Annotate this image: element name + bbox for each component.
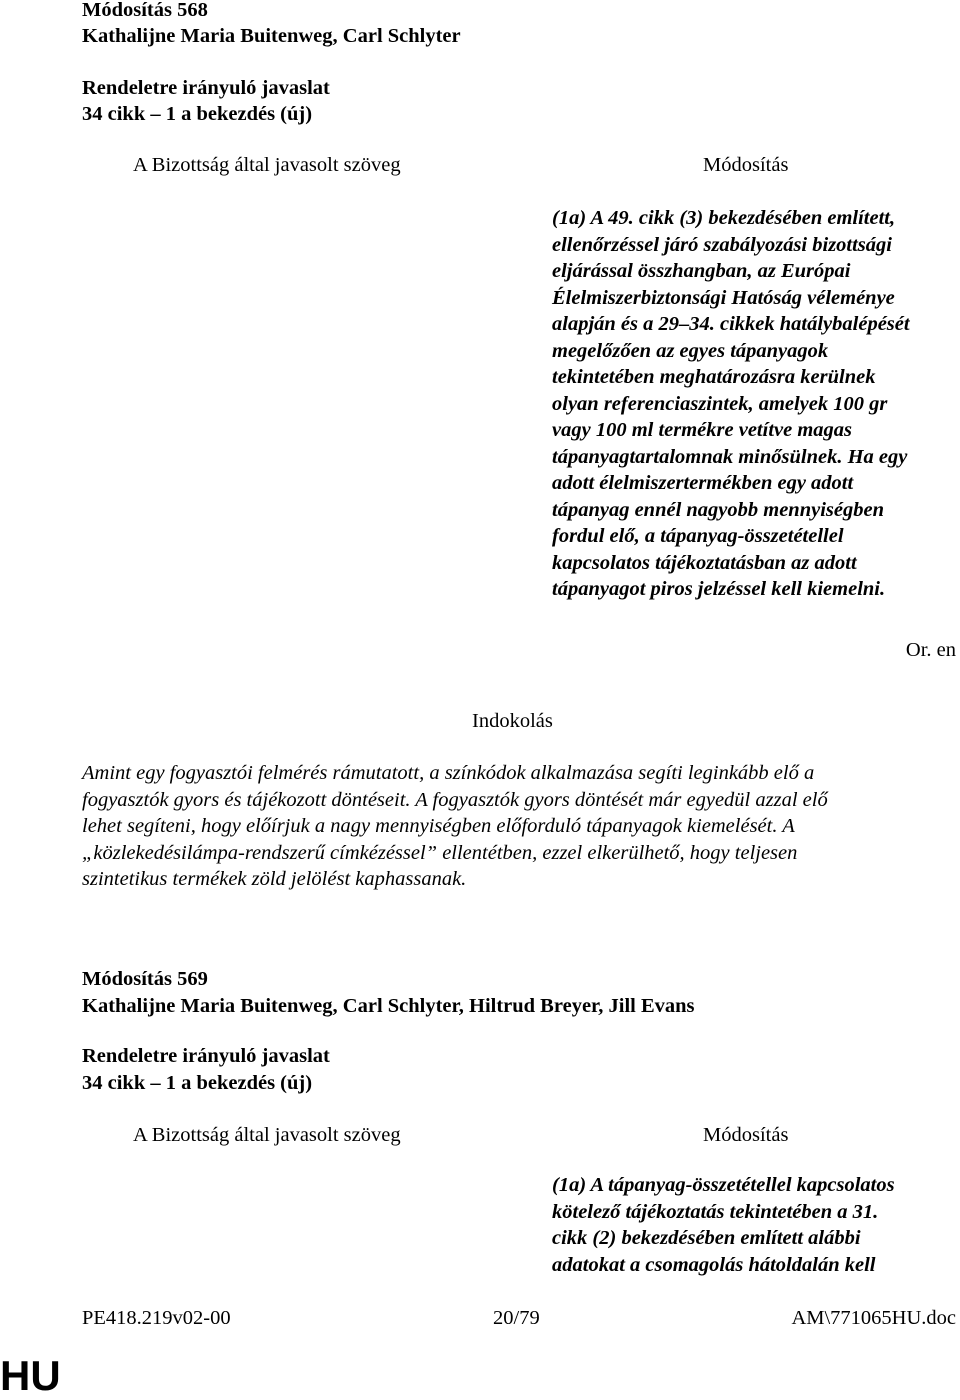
- text-line: olyan referenciaszintek, amelyek 100 gr: [552, 392, 888, 415]
- amendment-authors: Kathalijne Maria Buitenweg, Carl Schlyter: [82, 25, 461, 47]
- text-line: fogyasztók gyors és tájékozott döntéseit. A fogyasztók gyors döntését már egyedül azzal elő: [82, 788, 828, 811]
- column-header-commission-text: A Bizottság által javasolt szöveg: [133, 1124, 401, 1146]
- text-line: adott élelmiszertermékben egy adott: [552, 472, 854, 494]
- column-header-commission-text: A Bizottság által javasolt szöveg: [133, 154, 401, 176]
- justification-heading: Indokolás: [472, 710, 553, 732]
- proposal-title: Rendeletre irányuló javaslat: [82, 77, 330, 99]
- footer-doc-ref: PE418.219v02-00: [82, 1307, 231, 1329]
- text-line: (1a) A 49. cikk (3) bekezdésében említett,: [552, 207, 896, 229]
- text-line: megelőzően az egyes tápanyagok: [552, 339, 829, 362]
- text-line: „közlekedésilámpa-rendszerű címkézéssel” ellentétben, ezzel elkerülhető, hogy teljesen: [82, 841, 798, 864]
- text-line: tápanyagot piros jelzéssel kell kiemelni.: [552, 578, 886, 600]
- justification-text: [82, 760, 828, 893]
- text-line: tápanyag ennél nagyobb mennyiségben: [552, 498, 884, 521]
- amendment-authors: Kathalijne Maria Buitenweg, Carl Schlyter, Hiltrud Breyer, Jill Evans: [82, 995, 695, 1017]
- text-line: fordul elő, a tápanyag-összetétellel: [552, 525, 844, 547]
- text-line: ellenőrzéssel járó szabályozási bizottsági: [552, 233, 892, 256]
- column-header-amendment: Módosítás: [703, 1124, 789, 1146]
- text-line: Élelmiszerbiztonsági Hatóság véleménye: [552, 286, 895, 309]
- text-line: (1a) A tápanyag-összetétellel kapcsolatos: [552, 1174, 895, 1196]
- text-line: alapján és a 29–34. cikkek hatálybalépését: [552, 313, 910, 335]
- footer-page-number: 20/79: [493, 1307, 540, 1329]
- article-ref: 34 cikk – 1 a bekezdés (új): [82, 103, 313, 125]
- amendment-text: [552, 1172, 895, 1278]
- text-line: Amint egy fogyasztói felmérés rámutatott, a színkódok alkalmazása segíti leginkább elő a: [82, 762, 815, 784]
- text-line: cikk (2) bekezdésében említett alábbi: [552, 1227, 861, 1249]
- amendment-number: Módosítás 569: [82, 968, 208, 990]
- text-line: eljárással összhangban, az Európai: [552, 260, 851, 282]
- text-line: lehet segíteni, hogy előírjuk a nagy mennyiségben előforduló tápanyagok kiemelését. A: [82, 815, 795, 837]
- original-language: Or. en: [905, 639, 956, 661]
- language-code: HU: [0, 1352, 61, 1399]
- text-line: adatokat a csomagolás hátoldalán kell: [552, 1253, 876, 1276]
- text-line: tápanyagtartalomnak minősülnek. Ha egy: [552, 445, 908, 468]
- text-line: kötelező tájékoztatás tekintetében a 31.: [552, 1200, 879, 1223]
- column-header-amendment: Módosítás: [703, 154, 789, 176]
- proposal-title: Rendeletre irányuló javaslat: [82, 1045, 330, 1067]
- footer-file-name: AM\771065HU.doc: [791, 1307, 956, 1329]
- text-line: kapcsolatos tájékoztatásban az adott: [552, 551, 857, 574]
- text-line: szintetikus termékek zöld jelölést kaphassanak.: [82, 868, 467, 890]
- text-line: vagy 100 ml termékre vetítve magas: [552, 419, 853, 441]
- amendment-text: [552, 205, 910, 603]
- amendment-number: Módosítás 568: [82, 0, 208, 21]
- article-ref: 34 cikk – 1 a bekezdés (új): [82, 1072, 313, 1094]
- text-line: tekintetében meghatározásra kerülnek: [552, 366, 876, 388]
